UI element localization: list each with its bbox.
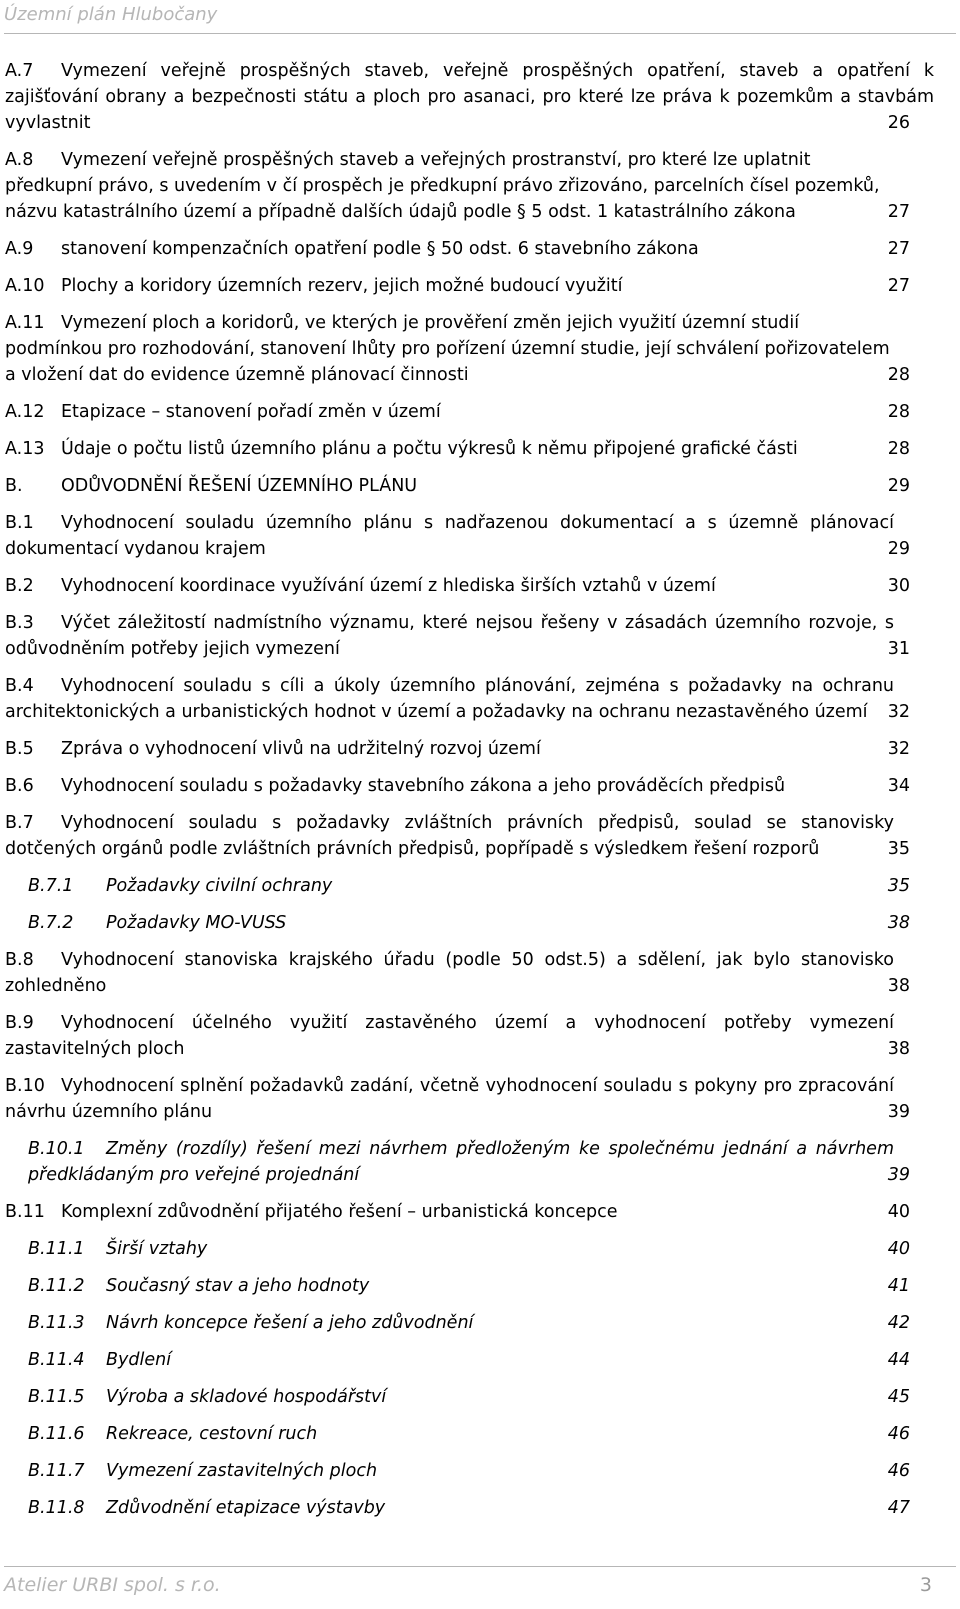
toc-entry-number: B.10.1: [28, 1139, 85, 1159]
toc-entry-title: Vymezení ploch a koridorů, ve kterých je prověření změn jejich využití územní studií podmínkou pro rozhodování, stanovení lhůty pro pořízení územní studie, její schválení pořizovatelem a vložení dat do evidence územně plánovací činnosti: [5, 313, 890, 385]
toc-entry-title: Vyhodnocení účelného využití zastavěného území a vyhodnocení potřeby vymezení zastavitelných ploch: [5, 1013, 894, 1059]
page-header-title: Územní plán Hlubočany: [4, 4, 218, 25]
toc-entry-b11[interactable]: [5, 1199, 934, 1225]
toc-entry-title: Požadavky civilní ochrany: [106, 876, 333, 896]
header-divider: [4, 33, 956, 34]
toc-entry-b2[interactable]: [5, 573, 934, 599]
toc-entry-page: 35: [887, 839, 910, 859]
toc-entry-b1[interactable]: [5, 510, 934, 562]
toc-entry-title: Vyhodnocení souladu územního plánu s nadřazenou dokumentací a s územně plánovací dokumentací vydanou krajem: [5, 513, 894, 559]
toc-entry-page: 28: [887, 365, 910, 385]
toc-entry-number: A.12: [5, 402, 45, 422]
toc-entry-page: 44: [887, 1350, 910, 1370]
toc-entry-page: 38: [887, 913, 910, 933]
toc-entry-number: B.10: [5, 1076, 45, 1096]
toc-entry-b11-3[interactable]: [28, 1310, 934, 1336]
toc-entry-a12[interactable]: [5, 399, 934, 425]
toc-entry-title: Návrh koncepce řešení a jeho zdůvodnění: [106, 1313, 474, 1333]
toc-entry-title: Vyhodnocení souladu s cíli a úkoly územního plánování, zejména s požadavky na ochranu architektonických a urbanistických hodnot v území a požadavky na ochranu nezastavěného území: [5, 676, 894, 722]
toc-entry-a9[interactable]: [5, 236, 934, 262]
toc-entry-number: B.3: [5, 613, 34, 633]
toc-entry-page: 27: [887, 202, 910, 222]
toc-entry-title: Vyhodnocení souladu s požadavky stavebního zákona a jeho prováděcích předpisů: [61, 776, 786, 796]
toc-entry-title: Vyhodnocení koordinace využívání území z hlediska širších vztahů v území: [61, 576, 716, 596]
toc-entry-number: B.2: [5, 576, 34, 596]
toc-entry-title: Požadavky MO-VUSS: [106, 913, 287, 933]
toc-entry-page: 26: [887, 113, 910, 133]
toc-entry-a7[interactable]: [5, 58, 934, 136]
toc-entry-b[interactable]: [5, 473, 934, 499]
toc-entry-title: Vymezení veřejně prospěšných staveb, veřejně prospěšných opatření, staveb a opatření k zajišťování obrany a bezpečnosti státu a ploch pro asanaci, pro které lze práva k pozemkům a stavbám vyvlastnit: [5, 61, 934, 133]
toc-entry-page: 46: [887, 1461, 910, 1481]
toc-entry-number: A.11: [5, 313, 45, 333]
toc-entry-title: Zdůvodnění etapizace výstavby: [106, 1498, 386, 1518]
toc-entry-number: A.8: [5, 150, 34, 170]
toc-entry-page: 31: [887, 639, 910, 659]
toc-entry-page: 29: [887, 476, 910, 496]
toc-entry-page: 28: [887, 402, 910, 422]
toc-entry-page: 38: [887, 976, 910, 996]
toc-entry-page: 40: [887, 1239, 910, 1259]
toc-entry-page: 38: [887, 1039, 910, 1059]
toc-entry-b9[interactable]: [5, 1010, 934, 1062]
toc-entry-page: 32: [887, 739, 910, 759]
toc-entry-page: 27: [887, 239, 910, 259]
toc-entry-b11-1[interactable]: [28, 1236, 934, 1262]
toc-entry-title: Komplexní zdůvodnění přijatého řešení – urbanistická koncepce: [61, 1202, 618, 1222]
toc-entry-number: B.11.8: [28, 1498, 85, 1518]
toc-entry-b4[interactable]: [5, 673, 934, 725]
toc-entry-b6[interactable]: [5, 773, 934, 799]
toc-entry-title: Vyhodnocení stanoviska krajského úřadu (podle 50 odst.5) a sdělení, jak bylo stanovisko zohledněno: [5, 950, 894, 996]
toc-entry-a10[interactable]: [5, 273, 934, 299]
toc-entry-page: 46: [887, 1424, 910, 1444]
toc-entry-title: Širší vztahy: [106, 1239, 208, 1259]
toc-entry-a11[interactable]: [5, 310, 934, 388]
toc-entry-title: Současný stav a jeho hodnoty: [106, 1276, 370, 1296]
toc-entry-number: A.10: [5, 276, 45, 296]
toc-entry-title: Zpráva o vyhodnocení vlivů na udržitelný rozvoj území: [61, 739, 541, 759]
toc-entry-title: Etapizace – stanovení pořadí změn v území: [61, 402, 441, 422]
table-of-contents: [5, 58, 934, 1532]
toc-entry-b7[interactable]: [5, 810, 934, 862]
toc-entry-number: B.8: [5, 950, 34, 970]
toc-entry-page: 30: [887, 576, 910, 596]
toc-entry-number: B.11.5: [28, 1387, 85, 1407]
toc-entry-page: 32: [887, 702, 910, 722]
toc-entry-b5[interactable]: [5, 736, 934, 762]
toc-entry-number: B.11.2: [28, 1276, 85, 1296]
toc-entry-number: B.11.7: [28, 1461, 85, 1481]
toc-entry-number: B.9: [5, 1013, 34, 1033]
toc-entry-title: Výroba a skladové hospodářství: [106, 1387, 387, 1407]
footer-page-number: 3: [919, 1574, 932, 1596]
toc-entry-title: Vymezení zastavitelných ploch: [106, 1461, 378, 1481]
toc-entry-number: B.5: [5, 739, 34, 759]
toc-entry-page: 45: [887, 1387, 910, 1407]
toc-entry-b3[interactable]: [5, 610, 934, 662]
toc-entry-page: 47: [887, 1498, 910, 1518]
toc-entry-page: 27: [887, 276, 910, 296]
toc-entry-b8[interactable]: [5, 947, 934, 999]
toc-entry-page: 28: [887, 439, 910, 459]
toc-entry-page: 34: [887, 776, 910, 796]
toc-entry-page: 35: [887, 876, 910, 896]
toc-entry-number: B.11.4: [28, 1350, 85, 1370]
toc-entry-number: B.11.3: [28, 1313, 85, 1333]
toc-entry-number: A.7: [5, 61, 34, 81]
toc-entry-page: 40: [887, 1202, 910, 1222]
toc-entry-number: B.11: [5, 1202, 45, 1222]
toc-entry-number: B.7: [5, 813, 34, 833]
toc-entry-b11-2[interactable]: [28, 1273, 934, 1299]
toc-entry-b11-5[interactable]: [28, 1384, 934, 1410]
toc-entry-page: 41: [887, 1276, 910, 1296]
toc-entry-b11-8[interactable]: [28, 1495, 934, 1521]
toc-entry-title: Vyhodnocení splnění požadavků zadání, včetně vyhodnocení souladu s pokyny pro zpracování návrhu územního plánu: [5, 1076, 894, 1122]
toc-entry-title: Vymezení veřejně prospěšných staveb a veřejných prostranství, pro které lze uplatnit předkupní právo, s uvedením v čí prospěch je předkupní právo zřizováno, parcelních čísel pozemků, názvu katastrálního území a případně dalších údajů podle § 5 odst. 1 katastrálního zákona: [5, 150, 880, 222]
toc-entry-title: Plochy a koridory územních rezerv, jejich možné budoucí využití: [61, 276, 623, 296]
toc-entry-page: 29: [887, 539, 910, 559]
toc-entry-title: Rekreace, cestovní ruch: [106, 1424, 318, 1444]
toc-entry-a8[interactable]: [5, 147, 934, 225]
toc-entry-b7-2[interactable]: [28, 910, 934, 936]
toc-entry-b11-7[interactable]: [28, 1458, 934, 1484]
toc-entry-a13[interactable]: [5, 436, 934, 462]
toc-entry-number: B.11.1: [28, 1239, 85, 1259]
toc-entry-number: B.1: [5, 513, 34, 533]
toc-entry-number: A.9: [5, 239, 34, 259]
toc-entry-b10[interactable]: [5, 1073, 934, 1125]
toc-entry-b10-1[interactable]: [28, 1136, 934, 1188]
toc-entry-number: B.4: [5, 676, 34, 696]
toc-entry-b7-1[interactable]: [28, 873, 934, 899]
toc-entry-number: B.7.2: [28, 913, 74, 933]
toc-entry-number: B.7.1: [28, 876, 74, 896]
toc-entry-page: 39: [887, 1102, 910, 1122]
toc-entry-b11-4[interactable]: [28, 1347, 934, 1373]
toc-entry-page: 39: [887, 1165, 910, 1185]
toc-entry-title: stanovení kompenzačních opatření podle § 50 odst. 6 stavebního zákona: [61, 239, 699, 259]
footer-divider: [4, 1566, 956, 1567]
toc-entry-number: B.: [5, 476, 23, 496]
toc-entry-number: A.13: [5, 439, 45, 459]
toc-entry-title: Výčet záležitostí nadmístního významu, které nejsou řešeny v zásadách územního rozvoje, s odůvodněním potřeby jejich vymezení: [5, 613, 894, 659]
toc-entry-title: Údaje o počtu listů územního plánu a počtu výkresů k němu připojené grafické části: [61, 439, 798, 459]
toc-entry-number: B.11.6: [28, 1424, 85, 1444]
toc-entry-b11-6[interactable]: [28, 1421, 934, 1447]
toc-entry-page: 42: [887, 1313, 910, 1333]
toc-entry-title: ODŮVODNĚNÍ ŘEŠENÍ ÚZEMNÍHO PLÁNU: [61, 476, 418, 496]
footer-company: Atelier URBI spol. s r.o.: [4, 1574, 221, 1596]
toc-entry-title: Vyhodnocení souladu s požadavky zvláštních právních předpisů, soulad se stanovisky dotčených orgánů podle zvláštních právních předpisů, popřípadě s výsledkem řešení rozporů: [5, 813, 894, 859]
toc-entry-number: B.6: [5, 776, 34, 796]
toc-entry-title: Bydlení: [106, 1350, 172, 1370]
toc-entry-title: Změny (rozdíly) řešení mezi návrhem předloženým ke společnému jednání a návrhem předkládaným pro veřejné projednání: [28, 1139, 894, 1185]
